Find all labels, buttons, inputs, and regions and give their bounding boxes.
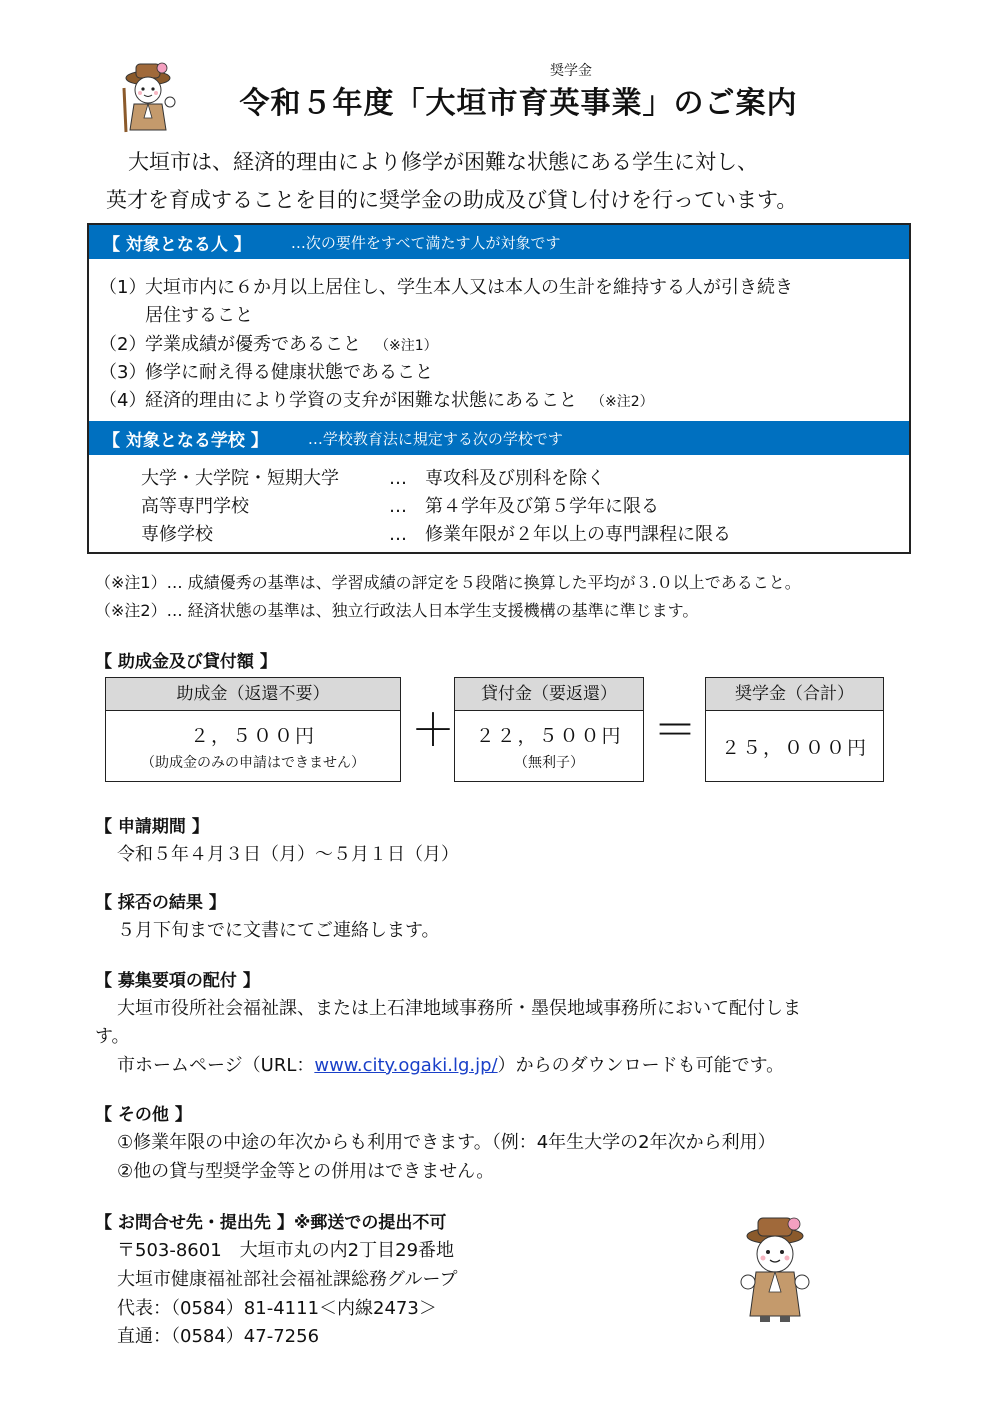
school-condition: … 専攻科及び別科を除く [389, 468, 605, 489]
requirement-item [99, 358, 433, 384]
distribution-url-suffix: ）からのダウンロードも可能です。 [497, 1055, 785, 1076]
contact-tel-direct: 直通：（0584）47-7256 [117, 1326, 320, 1347]
contact-heading: 【 お問合せ先・提出先 】※郵送での提出不可 [95, 1213, 447, 1233]
contact-department: 大垣市健康福祉部社会福祉課総務グループ [117, 1269, 458, 1290]
school-condition: … 第４学年及び第５学年に限る [389, 496, 659, 517]
footnote-2: （※注2）… 経済状態の基準は、独立行政法人日本学生支援機構の基準に準じます。 [95, 601, 699, 620]
distribution-line-1: 大垣市役所社会福祉課、または上石津地域事務所・墨俣地域事務所において配付しま [117, 998, 801, 1019]
requirement-text: 経済的理由により学資の支弁が困難な状態にあること [145, 390, 577, 411]
eligibility-subheading: …次の要件をすべて満たす人が対象です [290, 233, 561, 252]
requirement-number: （1） [99, 277, 147, 298]
page-title: 令和５年度「大垣市育英事業」のご案内 [239, 86, 798, 121]
schools-header-bar [89, 421, 909, 455]
result-heading: 【 採否の結果 】 [95, 893, 226, 913]
distribution-line-3 [117, 1051, 784, 1077]
eligibility-header-bar [89, 225, 909, 259]
school-name: 専修学校 [141, 524, 213, 545]
loan-value: ２２，５００円 [475, 725, 623, 747]
distribution-url-prefix: 市ホームページ（URL： [117, 1055, 315, 1076]
requirement-text: 修学に耐え得る健康状態であること [145, 362, 433, 383]
requirement-continuation: 居住すること [145, 305, 253, 326]
plus-sign: ＋ [411, 705, 455, 756]
requirement-number: （3） [99, 362, 147, 383]
total-label: 奨学金（合計） [706, 678, 883, 711]
loan-label: 貸付金（要返還） [455, 678, 643, 711]
intro-line-2: 英才を育成することを目的に奨学金の助成及び貸し付けを行っています。 [106, 188, 798, 212]
requirement-note: （※注2） [591, 394, 654, 410]
title-ruby: 奨学金 [550, 63, 592, 79]
mascot-illustration-bottom [730, 1212, 820, 1324]
loan-box [454, 677, 644, 782]
requirement-number: （2） [99, 334, 147, 355]
distribution-heading: 【 募集要項の配付 】 [95, 971, 260, 991]
grant-box [105, 677, 401, 782]
schools-subheading: …学校教育法に規定する次の学校です [307, 429, 563, 448]
result-text: ５月下旬までに文書にてご連絡します。 [117, 920, 440, 941]
requirement-note: （※注1） [375, 338, 438, 354]
other-item-2: ②他の貸与型奨学金等との併用はできません。 [117, 1161, 495, 1182]
requirement-item [99, 330, 438, 356]
period-heading: 【 申請期間 】 [95, 817, 209, 837]
period-text: 令和５年４月３日（月）～５月１日（月） [117, 844, 459, 865]
requirement-number: （4） [99, 390, 147, 411]
amounts-heading: 【 助成金及び貸付額 】 [95, 652, 277, 672]
schools-heading: 【 対象となる学校 】 [103, 430, 268, 451]
loan-note: （無利子） [514, 755, 584, 771]
requirement-item [99, 273, 793, 299]
total-value: ２５，０００円 [720, 737, 868, 759]
other-item-1: ①修業年限の中途の年次からも利用できます。（例：4年生大学の2年次から利用） [117, 1132, 776, 1153]
footnote-1: （※注1）… 成績優秀の基準は、学習成績の評定を５段階に換算した平均が３.０以上であること。 [95, 573, 801, 592]
eligibility-box [87, 223, 911, 554]
distribution-line-2: す。 [95, 1026, 130, 1047]
requirement-item [99, 386, 654, 412]
other-heading: 【 その他 】 [95, 1105, 192, 1125]
requirement-text: 学業成績が優秀であること [145, 334, 361, 355]
grant-value: ２，５００円 [189, 725, 316, 747]
requirement-text: 大垣市内に６か月以上居住し、学生本人又は本人の生計を維持する人が引き続き [145, 277, 793, 298]
grant-label: 助成金（返還不要） [106, 678, 400, 711]
school-name: 大学・大学院・短期大学 [141, 468, 339, 489]
contact-address: 〒503-8601 大垣市丸の内2丁目29番地 [117, 1240, 455, 1261]
eligibility-heading: 【 対象となる人 】 [103, 234, 251, 255]
equals-sign: ＝ [653, 705, 697, 756]
intro-line-1: 大垣市は、経済的理由により修学が困難な状態にある学生に対し、 [128, 150, 758, 174]
city-website-link[interactable]: www.city.ogaki.lg.jp/ [314, 1055, 498, 1076]
contact-tel-main: 代表：（0584）81-4111＜内線2473＞ [117, 1298, 437, 1319]
grant-note: （助成金のみの申請はできません） [141, 755, 365, 771]
school-name: 高等専門学校 [141, 496, 249, 517]
school-condition: … 修業年限が２年以上の専門課程に限る [389, 524, 731, 545]
total-box [705, 677, 884, 782]
